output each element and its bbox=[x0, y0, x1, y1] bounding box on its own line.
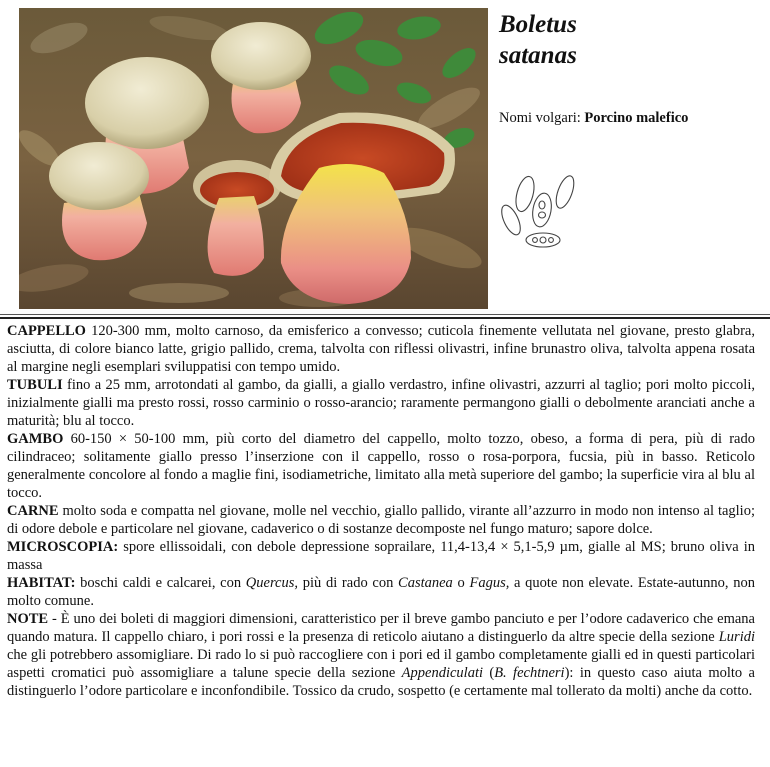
title-genus: Boletus bbox=[499, 11, 577, 38]
section-text: spore ellissoidali, con debole depressione soprailare, 11,4-13,4 × 5,1-5,9 µm, gialle al MS; bruno oliva in massa bbox=[7, 539, 755, 573]
species-title bbox=[499, 9, 577, 71]
section-text: 60-150 × 50-100 mm, più corto del diametro del cappello, molto tozzo, obeso, a forma di pera, più di rado cilindraceo; solitamente giallo presso l’inserzione con il cappello, rosso o rosa-porpora, fucsia, più in basso. Reticolo generalmente concolore al fondo a maglie fini, isodiametriche, limitato alla metà superiore del gambo; la superficie vira al blu al tocco. bbox=[7, 431, 755, 501]
section-text: ): in questo caso aiuta molto a distinguerlo l’odore particolare e inconfondibile. Tossico da crudo, sospetto (e certamente mal tollerato da molti) anche da cotto. bbox=[7, 665, 755, 699]
taxon-fechtneri: B. fechtneri bbox=[494, 665, 565, 681]
section-text: - È uno dei boleti di maggiori dimensioni, caratteristico per il breve gambo panciuto e per l’odore cadaverico che emana quando matura. Il cappello chiaro, i pori rossi e la presenza di reticolo aiutano a distinguerlo da altre specie della sezione bbox=[7, 611, 755, 645]
section-text: o bbox=[452, 575, 470, 591]
section-text: molto soda e compatta nel giovane, molle nel vecchio, giallo pallido, virante all’azzurro in modo non intenso al taglio; di odore debole e particolare nel giovane, cadaverico o di sostanze decomposte nel fungo maturo; sapore dolce. bbox=[7, 503, 755, 537]
section-microscopia bbox=[7, 538, 755, 574]
section-tubuli bbox=[7, 376, 755, 430]
section-label: CAPPELLO bbox=[7, 323, 86, 339]
section-text: ( bbox=[483, 665, 495, 681]
taxon-quercus: Quercus, bbox=[245, 575, 299, 591]
section-label: MICROSCOPIA: bbox=[7, 539, 119, 555]
section-text: 120-300 mm, molto carnoso, da emisferico a convesso; cuticola finemente vellutata nel giovane, presto glabra, asciutta, di colore bianco latte, grigio pallido, crema, talvolta con riflessi olivastri, infine brunastro oliva, talvolta appena rosata al margine negli esemplari sviluppatisi con tempo umido. bbox=[7, 323, 755, 375]
title-species: satanas bbox=[499, 42, 577, 69]
section-text: boschi caldi e calcarei, con bbox=[75, 575, 246, 591]
taxon-luridi: Luridi bbox=[718, 629, 755, 645]
section-text: che gli potrebbero assomigliare. Di rado lo si può raccogliere con i pori ed il gambo completamente gialli ed in questi particolari aspetti cromatici può assomigliare a talune specie della sezione bbox=[7, 647, 755, 681]
description-body bbox=[7, 322, 755, 700]
section-label: TUBULI bbox=[7, 377, 63, 393]
section-label: CARNE bbox=[7, 503, 59, 519]
taxon-castanea: Castanea bbox=[398, 575, 453, 591]
taxon-appendiculati: Appendiculati bbox=[401, 665, 483, 681]
common-names bbox=[499, 110, 688, 127]
section-cappello bbox=[7, 322, 755, 376]
separator-line-thin bbox=[0, 314, 770, 315]
section-gambo bbox=[7, 430, 755, 502]
taxon-fagus: Fagus, bbox=[469, 575, 510, 591]
spore-drawing-icon bbox=[497, 172, 583, 252]
section-label: GAMBO bbox=[7, 431, 64, 447]
section-note bbox=[7, 610, 755, 700]
section-text: fino a 25 mm, arrotondati al gambo, da gialli, a giallo verdastro, infine olivastri, azzurri al taglio; pori molto piccoli, inizialmente gialli ma presto rossi, rosso carminio o rosso-arancio; raramente permangono gialli o debolmente aranciati anche a maturità; blu al tocco. bbox=[7, 377, 755, 429]
section-habitat bbox=[7, 574, 755, 610]
section-label: HABITAT: bbox=[7, 575, 76, 591]
section-label: NOTE bbox=[7, 611, 49, 627]
section-carne bbox=[7, 502, 755, 538]
section-text: più di rado con bbox=[298, 575, 399, 591]
common-names-label: Nomi volgari: bbox=[499, 110, 581, 126]
mushroom-photo-icon bbox=[19, 8, 488, 309]
separator-line-thick bbox=[0, 317, 770, 319]
section-text: a quote non elevate. Estate-autunno, non molto comune. bbox=[7, 575, 755, 609]
common-name-value: Porcino malefico bbox=[584, 110, 689, 126]
